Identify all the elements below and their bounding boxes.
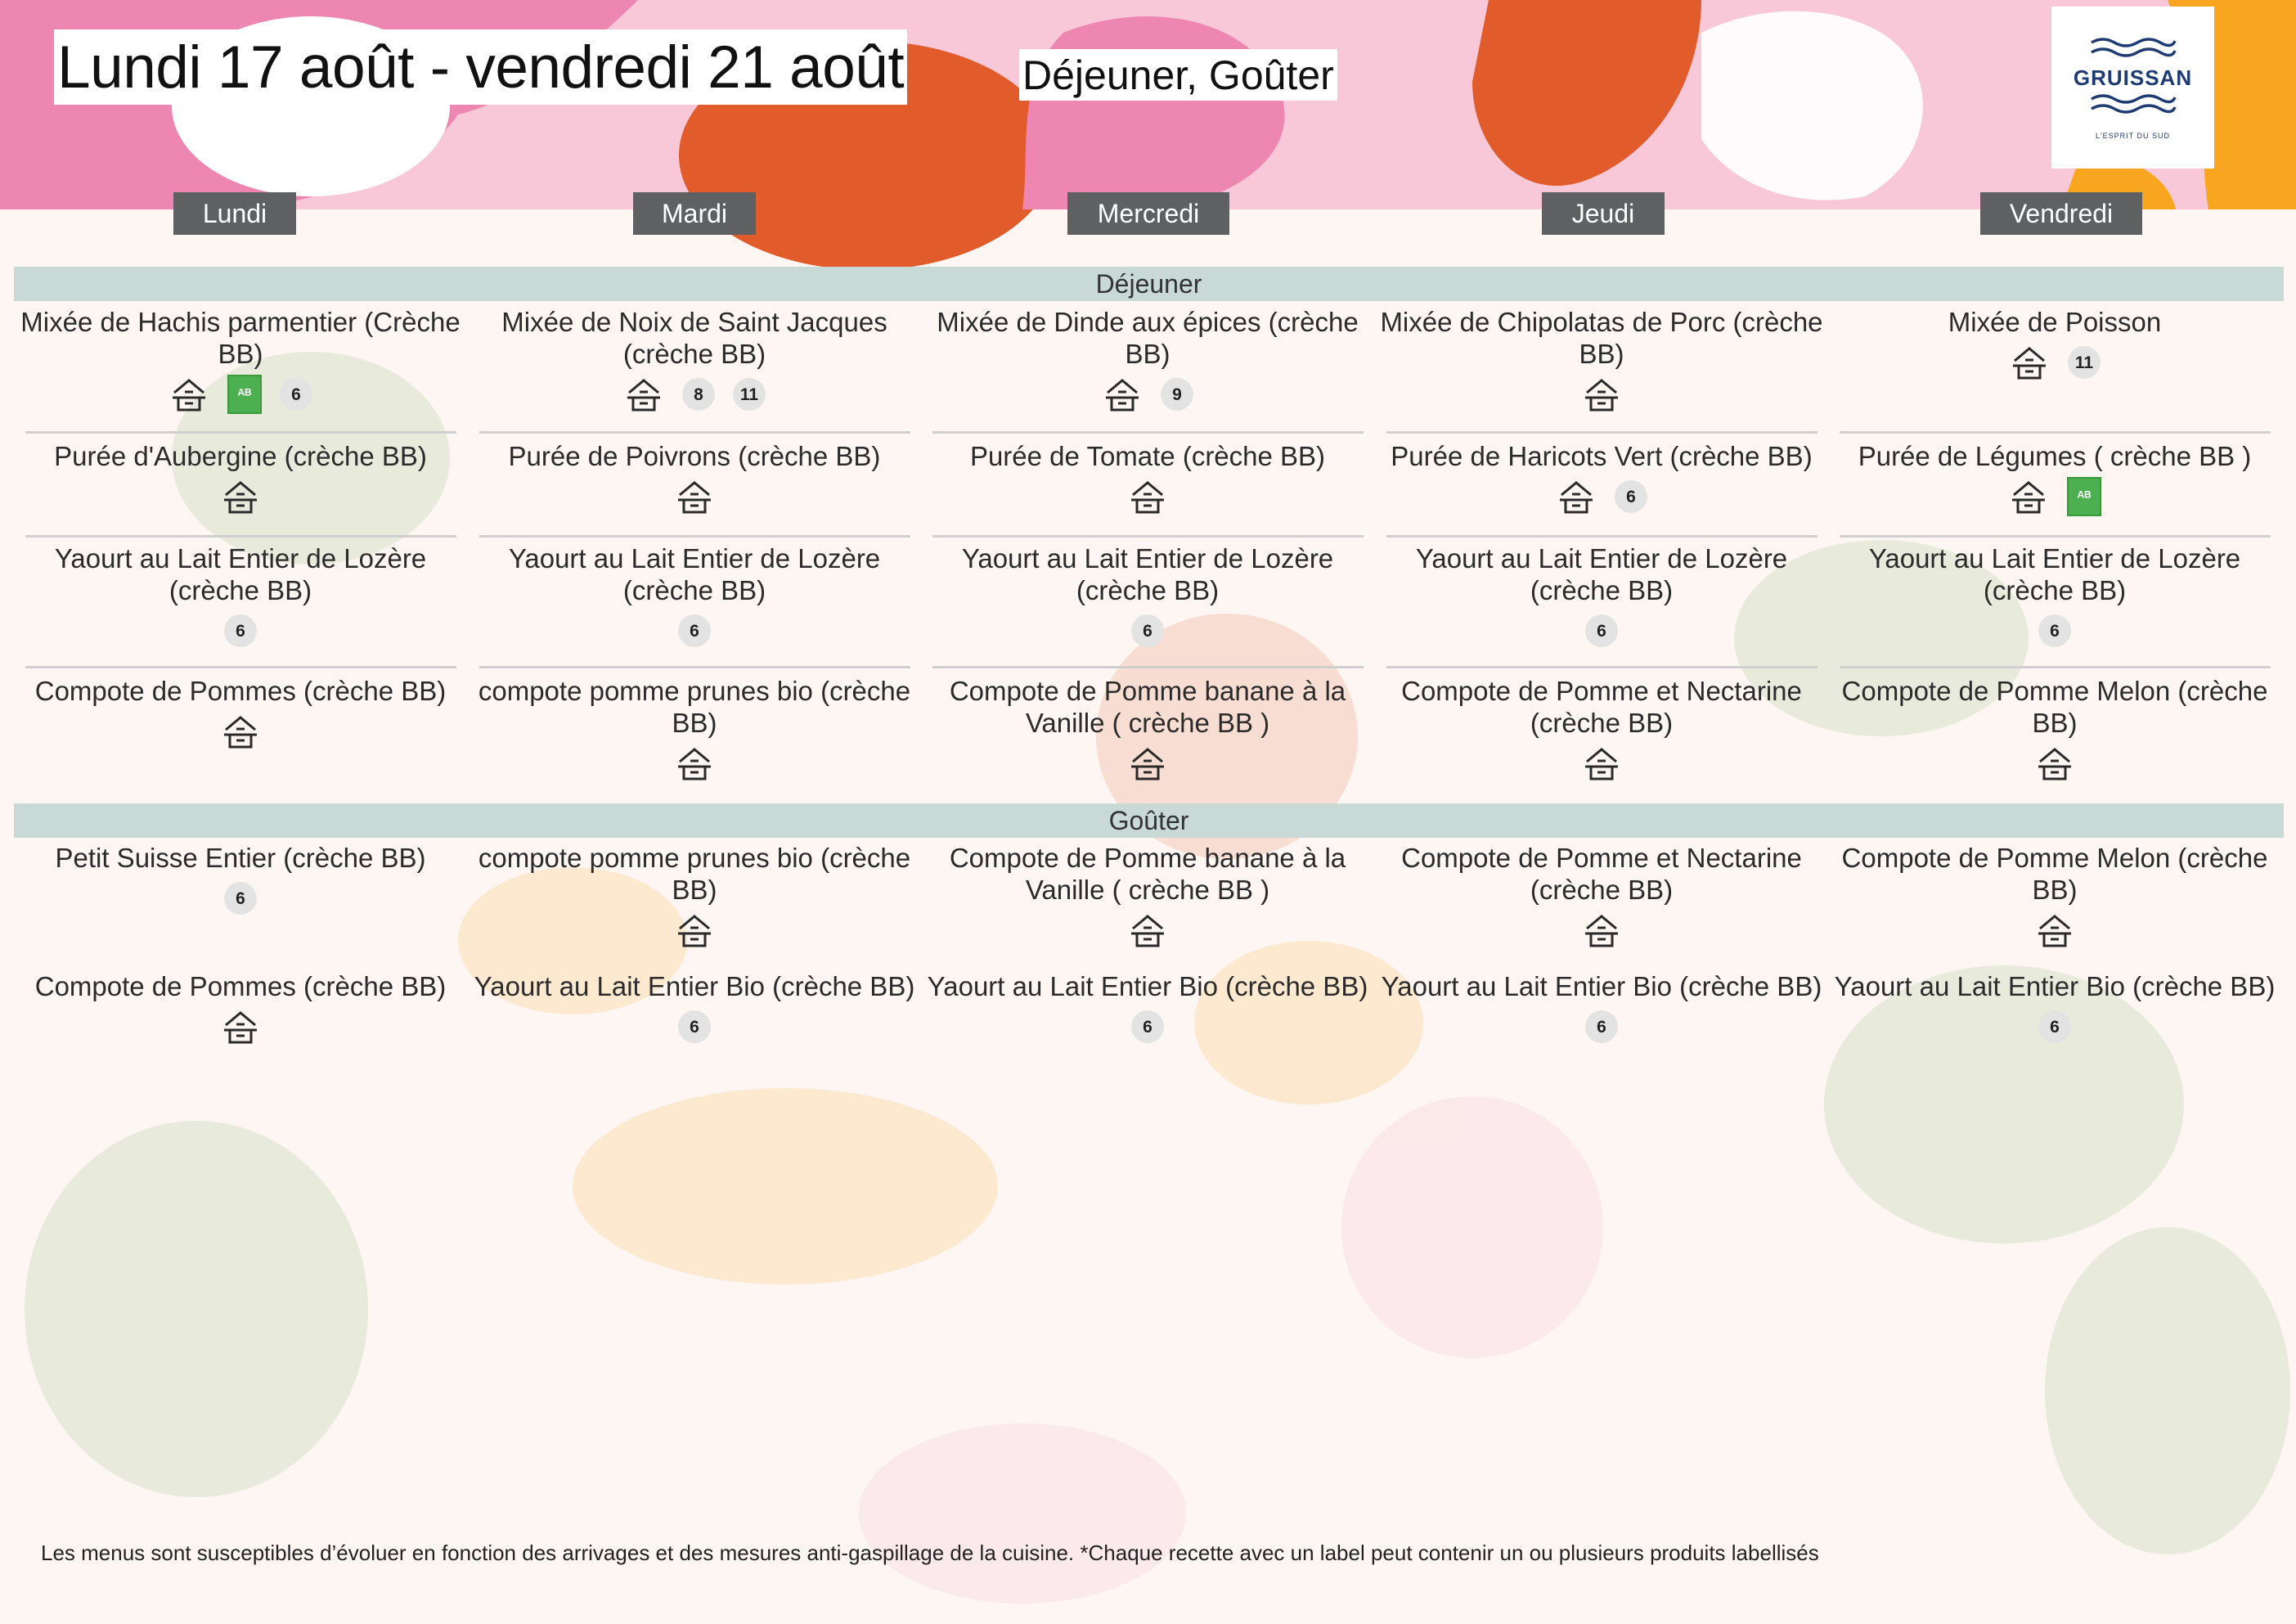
- dish-labels: [1377, 475, 1826, 518]
- row-divider: [479, 535, 910, 538]
- dish-name: Yaourt au Lait Entier de Lozère (crèche BB): [54, 543, 427, 605]
- dish-labels: [16, 610, 465, 652]
- dish-name: Purée d'Aubergine (crèche BB): [54, 441, 427, 471]
- dish-labels: [1830, 909, 2280, 951]
- menu-item: [16, 306, 465, 416]
- dish-name: Mixée de Dinde aux épices (crèche BB): [937, 307, 1359, 369]
- allergen-badge: 6: [1615, 480, 1647, 513]
- dish-labels: [470, 373, 919, 416]
- dish-labels: [16, 710, 465, 753]
- dish-name: Compote de Pomme banane à la Vanille ( crèche BB ): [949, 843, 1346, 905]
- row-divider: [1386, 431, 1817, 434]
- menu-item: [470, 306, 919, 416]
- allergen-badge: 6: [1131, 1010, 1164, 1043]
- dish-labels: [923, 909, 1373, 951]
- row-divider: [1840, 431, 2271, 434]
- allergen-badge: 6: [678, 614, 711, 647]
- dish-name: Mixée de Hachis parmentier (Crèche BB): [20, 307, 461, 369]
- house-made-icon: [1127, 910, 1168, 951]
- menu-item: [1830, 542, 2280, 652]
- allergen-badge: 6: [678, 1010, 711, 1043]
- menu-item: [470, 970, 919, 1048]
- house-made-icon: [1102, 374, 1143, 415]
- house-made-icon: [220, 1006, 261, 1047]
- menu-item: [923, 306, 1373, 416]
- allergen-badge: 6: [280, 378, 312, 411]
- dish-name: Yaourt au Lait Entier de Lozère (crèche BB): [1868, 543, 2241, 605]
- dish-name: Purée de Tomate (crèche BB): [969, 441, 1326, 471]
- dish-labels: [1377, 610, 1826, 652]
- row-divider: [932, 666, 1364, 668]
- dish-name: Compote de Pommes (crèche BB): [34, 676, 447, 706]
- menu-item: [1830, 306, 2280, 384]
- allergen-badge: 6: [1585, 614, 1618, 647]
- footer-note: Les menus sont susceptibles d’évoluer en fonction des arrivages et des mesures anti-gaspillage de la cuisine. *Chaque recette avec un label peut contenir un ou plusieurs produits labellisés: [41, 1541, 1819, 1565]
- house-made-icon: [2034, 910, 2075, 951]
- dish-name: Yaourt au Lait Entier Bio (crèche BB): [927, 971, 1368, 1001]
- dish-labels: [923, 742, 1373, 785]
- dish-labels: [1377, 742, 1826, 785]
- waves-icon: [2088, 36, 2178, 64]
- dish-name: Compote de Pomme et Nectarine (crèche BB): [1401, 676, 1802, 738]
- row-divider: [932, 431, 1364, 434]
- dish-name: Yaourt au Lait Entier Bio (crèche BB): [1381, 971, 1822, 1001]
- row-divider: [25, 535, 456, 538]
- dish-name: Yaourt au Lait Entier de Lozère (crèche BB): [1415, 543, 1788, 605]
- ab-bio-label-icon: ᴬᴮ: [2067, 477, 2101, 516]
- menu-item: [1830, 842, 2280, 951]
- dish-name: compote pomme prunes bio (crèche BB): [478, 843, 911, 905]
- logo-brand: GRUISSAN: [2073, 65, 2193, 90]
- dish-labels: [470, 909, 919, 951]
- menu-item: [923, 970, 1373, 1048]
- menu-item: [1377, 842, 1826, 951]
- allergen-badge: 11: [733, 378, 766, 411]
- dish-name: Yaourt au Lait Entier Bio (crèche BB): [1834, 971, 2276, 1001]
- house-made-icon: [623, 374, 664, 415]
- waves-icon: [2088, 92, 2178, 120]
- house-made-icon: [674, 476, 715, 517]
- row-divider: [932, 535, 1364, 538]
- menu-item: [923, 440, 1373, 518]
- house-made-icon: [2009, 342, 2050, 383]
- menu-item: [16, 542, 465, 652]
- dish-labels: [16, 373, 465, 416]
- house-made-icon: [1581, 374, 1622, 415]
- menu-item: [1377, 440, 1826, 518]
- dish-name: Petit Suisse Entier (crèche BB): [55, 843, 426, 873]
- dish-labels: [470, 475, 919, 518]
- dish-labels: [1830, 475, 2280, 518]
- dish-labels: [1830, 341, 2280, 384]
- dish-labels: [923, 610, 1373, 652]
- menu-item: [1830, 440, 2280, 518]
- menu-item: [1830, 970, 2280, 1048]
- page-title: Lundi 17 août - vendredi 21 août: [54, 29, 907, 105]
- menu-item: [16, 842, 465, 920]
- section-gouter: Goûter: [14, 803, 2284, 838]
- menu-item: [1830, 675, 2280, 785]
- allergen-badge: 9: [1161, 378, 1193, 411]
- dish-name: Mixée de Noix de Saint Jacques (crèche BB): [501, 307, 887, 369]
- house-made-icon: [1556, 476, 1597, 517]
- day-label-mercredi: Mercredi: [1067, 192, 1229, 235]
- menu-item: [1377, 675, 1826, 785]
- section-dejeuner: Déjeuner: [14, 267, 2284, 301]
- row-divider: [479, 666, 910, 668]
- dish-labels: [1830, 1005, 2280, 1048]
- allergen-badge: 6: [1585, 1010, 1618, 1043]
- row-divider: [1840, 535, 2271, 538]
- menu-item: [923, 542, 1373, 652]
- dish-labels: [923, 373, 1373, 416]
- allergen-badge: 6: [224, 882, 257, 915]
- dish-labels: [1830, 610, 2280, 652]
- menu-item: [1377, 970, 1826, 1048]
- dish-labels: [16, 475, 465, 518]
- dish-name: Compote de Pomme et Nectarine (crèche BB): [1401, 843, 1802, 905]
- allergen-badge: 6: [1131, 614, 1164, 647]
- menu-item: [923, 842, 1373, 951]
- house-made-icon: [1127, 743, 1168, 784]
- dish-labels: [923, 1005, 1373, 1048]
- menu-item: [16, 675, 465, 753]
- row-divider: [25, 666, 456, 668]
- dish-name: Mixée de Poisson: [1948, 307, 2162, 337]
- dish-labels: [1377, 1005, 1826, 1048]
- house-made-icon: [220, 711, 261, 752]
- dish-name: Purée de Légumes ( crèche BB ): [1858, 441, 2252, 471]
- house-made-icon: [2008, 476, 2049, 517]
- row-divider: [1386, 666, 1817, 668]
- menu-item: [1377, 542, 1826, 652]
- dish-name: Compote de Pomme Melon (crèche BB): [1841, 843, 2268, 905]
- day-label-mardi: Mardi: [633, 192, 756, 235]
- dish-labels: [16, 1005, 465, 1048]
- day-label-jeudi: Jeudi: [1542, 192, 1665, 235]
- house-made-icon: [674, 743, 715, 784]
- page-subtitle: Déjeuner, Goûter: [1019, 49, 1337, 101]
- dish-name: Mixée de Chipolatas de Porc (crèche BB): [1380, 307, 1823, 369]
- dish-name: Yaourt au Lait Entier Bio (crèche BB): [474, 971, 915, 1001]
- dish-name: Yaourt au Lait Entier de Lozère (crèche BB): [961, 543, 1334, 605]
- house-made-icon: [1127, 476, 1168, 517]
- day-label-vendredi: Vendredi: [1980, 192, 2142, 235]
- dish-labels: [1377, 373, 1826, 416]
- ab-bio-label-icon: ᴬᴮ: [227, 375, 262, 414]
- dish-name: compote pomme prunes bio (crèche BB): [478, 676, 911, 738]
- row-divider: [1840, 666, 2271, 668]
- menu-item: [923, 675, 1373, 785]
- allergen-badge: 6: [2038, 1010, 2071, 1043]
- allergen-badge: 11: [2068, 346, 2101, 379]
- row-divider: [25, 431, 456, 434]
- day-label-lundi: Lundi: [173, 192, 296, 235]
- house-made-icon: [168, 374, 209, 415]
- menu-item: [470, 440, 919, 518]
- menu-item: [16, 970, 465, 1048]
- house-made-icon: [2034, 743, 2075, 784]
- dish-name: Compote de Pommes (crèche BB): [34, 971, 447, 1001]
- menu-item: [470, 675, 919, 785]
- dish-name: Purée de Haricots Vert (crèche BB): [1391, 441, 1813, 471]
- allergen-badge: 6: [224, 614, 257, 647]
- house-made-icon: [1581, 910, 1622, 951]
- dish-name: Compote de Pomme Melon (crèche BB): [1841, 676, 2268, 738]
- menu-item: [16, 440, 465, 518]
- dish-labels: [470, 610, 919, 652]
- gruissan-logo: [2051, 7, 2214, 169]
- row-divider: [479, 431, 910, 434]
- logo-tagline: L'ESPRIT DU SUD: [2095, 131, 2171, 140]
- house-made-icon: [674, 910, 715, 951]
- dish-labels: [1377, 909, 1826, 951]
- dish-name: Purée de Poivrons (crèche BB): [508, 441, 881, 471]
- dish-labels: [923, 475, 1373, 518]
- allergen-badge: 8: [682, 378, 715, 411]
- house-made-icon: [1581, 743, 1622, 784]
- menu-item: [470, 542, 919, 652]
- row-divider: [1386, 535, 1817, 538]
- dish-name: Yaourt au Lait Entier de Lozère (crèche BB): [508, 543, 881, 605]
- dish-labels: [470, 1005, 919, 1048]
- allergen-badge: 6: [2038, 614, 2071, 647]
- dish-labels: [470, 742, 919, 785]
- menu-item: [1377, 306, 1826, 416]
- dish-name: Compote de Pomme banane à la Vanille ( crèche BB ): [949, 676, 1346, 738]
- house-made-icon: [220, 476, 261, 517]
- menu-item: [470, 842, 919, 951]
- dish-labels: [1830, 742, 2280, 785]
- dish-labels: [16, 877, 465, 920]
